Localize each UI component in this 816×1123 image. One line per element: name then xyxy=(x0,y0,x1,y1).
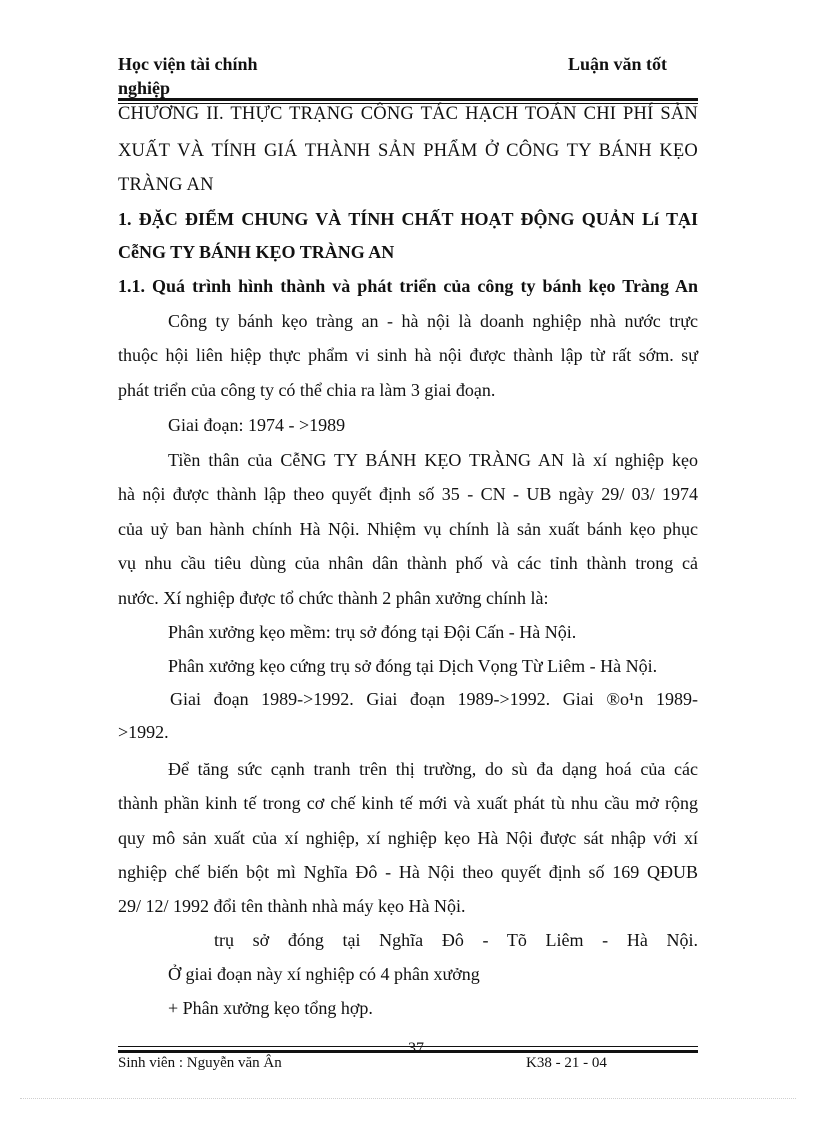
body-line: thuộc hội liên hiệp thực phẩm vi sinh hà nội được thành lập từ rất sớm. sự xyxy=(118,345,698,365)
body-line: vụ nhu cầu tiêu dùng của nhân dân thành phố và các tỉnh thành trong cả xyxy=(118,553,698,573)
body-line: quy mô sản xuất của xí nghiệp, xí nghiệp kẹo Hà Nội được sát nhập với xí xyxy=(118,828,698,848)
footer-class-code: K38 - 21 - 04 xyxy=(526,1055,607,1071)
section-title-line: CễNG TY BÁNH KẸO TRÀNG AN xyxy=(118,242,395,262)
body-line: Công ty bánh kẹo tràng an - hà nội là doanh nghiệp nhà nước trực xyxy=(168,311,698,331)
body-line: Phân xưởng kẹo mềm: trụ sở đóng tại Đội Cấn - Hà Nội. xyxy=(168,622,577,642)
subsection-title: 1.1. Quá trình hình thành và phát triển của công ty bánh kẹo Tràng An xyxy=(118,276,698,296)
body-line: trụ sở đóng tại Nghĩa Đô - Tõ Liêm - Hà Nội. xyxy=(214,930,698,950)
section-title-line: 1. ĐẶC ĐIỂM CHUNG VÀ TÍNH CHẤT HOẠT ĐỘNG QUẢN Lí TẠI xyxy=(118,209,698,229)
chapter-title-line: TRÀNG AN xyxy=(118,175,214,195)
body-line: Tiền thân của CễNG TY BÁNH KẸO TRÀNG AN là xí nghiệp kẹo xyxy=(168,450,698,470)
body-line: Giai đoạn: 1974 - >1989 xyxy=(168,415,346,435)
body-line: Phân xưởng kẹo cứng trụ sở đóng tại Dịch Vọng Từ Liêm - Hà Nội. xyxy=(168,656,658,676)
page-boundary-dotted-line xyxy=(20,1098,796,1099)
body-line: của uỷ ban hành chính Hà Nội. Nhiệm vụ chính là sản xuất bánh kẹo phục xyxy=(118,519,698,539)
header-rule-thick xyxy=(118,98,698,101)
body-line: nước. Xí nghiệp được tổ chức thành 2 phân xưởng chính là: xyxy=(118,588,549,608)
body-line: Ở giai đoạn này xí nghiệp có 4 phân xưởng xyxy=(168,964,480,984)
body-line: nghiệp chế biến bột mì Nghĩa Đô - Hà Nội theo quyết định số 169 QĐUB xyxy=(118,862,698,882)
footer-page-number: 37 xyxy=(408,1040,424,1057)
header-institution xyxy=(118,52,258,100)
chapter-title-line: CHƯƠNG II. THỰC TRẠNG CÔNG TÁC HẠCH TOÁN CHI PHÍ SẢN xyxy=(118,104,698,124)
footer-student: Sinh viên : Nguyễn văn Ân xyxy=(118,1055,282,1071)
body-line: thành phần kinh tế trong cơ chế kinh tế mới và xuất phát tù nhu cầu mở rộng xyxy=(118,793,698,813)
body-line: Để tăng sức cạnh tranh trên thị trường, do sù đa dạng hoá của các xyxy=(168,759,698,779)
body-line: >1992. xyxy=(118,722,169,742)
body-line: Giai đoạn 1989->1992. Giai đoạn 1989->1992. Giai ®o¹n 1989- xyxy=(170,689,698,709)
body-line: phát triển của công ty có thể chia ra làm 3 giai đoạn. xyxy=(118,380,496,400)
header-institution-line1: Học viện tài chính xyxy=(118,54,258,74)
body-line: + Phân xưởng kẹo tổng hợp. xyxy=(168,998,373,1018)
chapter-title-line: XUẤT VÀ TÍNH GIÁ THÀNH SẢN PHẨM Ở CÔNG TY BÁNH KẸO xyxy=(118,141,698,161)
body-line: hà nội được thành lập theo quyết định số 35 - CN - UB ngày 29/ 03/ 1974 xyxy=(118,484,698,504)
header-thesis-type: Luận văn tốt xyxy=(568,54,668,74)
header-institution-line2: nghiệp xyxy=(118,78,171,98)
body-line: 29/ 12/ 1992 đổi tên thành nhà máy kẹo Hà Nội. xyxy=(118,896,466,916)
